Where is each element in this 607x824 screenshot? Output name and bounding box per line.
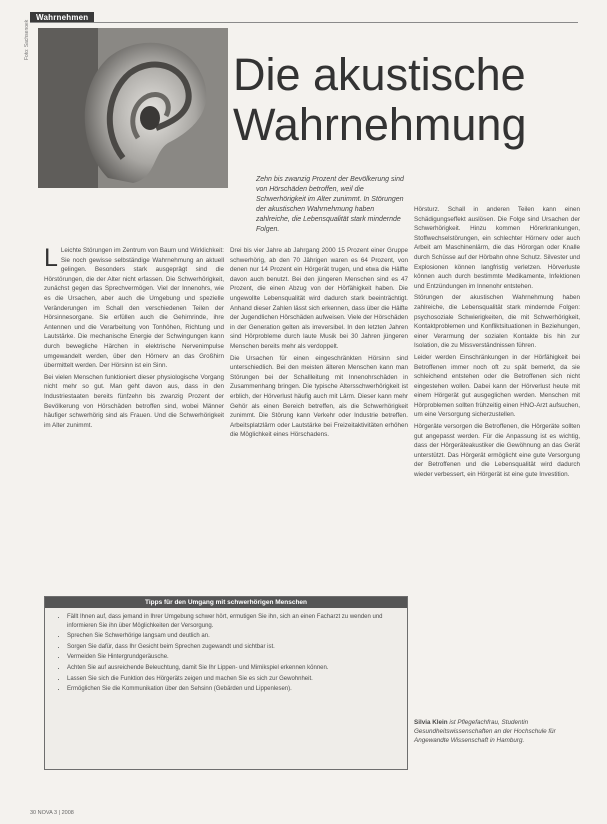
paragraph: Hörgeräte versorgen die Betroffenen, die Hörgeräte sollten gut angepasst werden. Für die Anpassung ist es wichtig, dass der Hörgeräteakustiker die Gewöhnung an das Gerät unterstützt. Das Hörgerät ermöglicht eine gute Versorgung der Betroffenen und die Lebensqualität wird dadurch wieder verbessert, ein Hörgerät ist eine gute Investition. (414, 423, 580, 479)
author-note (414, 718, 580, 745)
tip-item: • Achten Sie auf ausreichende Beleuchtung, damit Sie Ihr Lippen- und Mimikspiel erkennen können. (67, 664, 397, 673)
paragraph: Bei vielen Menschen funktioniert dieser physiologische Vorgang nicht mehr so gut. Man geht davon aus, dass in den Industriestaaten bereits fünfzehn bis zwanzig Prozent der Bevölkerung von Hörschäden betroffen sind, wobei Männer häufiger schwerhörig sind als Frauen. Und die Schwerhörigkeit im Alter zunimmt. (44, 373, 224, 429)
tip-item: • Fällt Ihnen auf, dass jemand in Ihrer Umgebung schwer hört, ermutigen Sie ihn, sich an einen Facharzt zu wenden und informieren Sie ihn über Möglichkeiten der Versorgung. (67, 613, 397, 630)
tip-item: • Sprechen Sie Schwerhörige langsam und deutlich an. (67, 632, 397, 641)
author-name: Silvia Klein (414, 719, 448, 726)
paragraph: Störungen der akustischen Wahrnehmung haben zahlreiche, die Lebensqualität stark mindernde Folgen: psychosoziale Schwierigkeiten, die mit Schwerhörigkeit, Kontaktproblemen und Konfliktsituationen in Beziehungen, einer Verarmung der sozialen Kontakte bis hin zur Isolation, die zu Missverständnissen führen. (414, 294, 580, 350)
ear-photo (38, 28, 228, 188)
page-footer: 30 NOVA 3 | 2008 (30, 810, 74, 816)
tip-item: • Sorgen Sie dafür, dass Ihr Gesicht beim Sprechen zugewandt und sichtbar ist. (67, 643, 397, 652)
headline-line-2: Wahrnehmung (233, 99, 527, 150)
dropcap: L (44, 244, 58, 272)
photo-credit: Foto: Sachsenoek (24, 19, 30, 60)
paragraph: Drei bis vier Jahre ab Jahrgang 2000 15 Prozent einer Gruppe schwerhörig, ab den 70 Jährigen waren es 64 Prozent, von denen nur 14 Prozent ein Hörgerät trugen, und etwa die Hälfte davon auch benutzt. Bei den jüngeren Menschen sind es 47 Prozent, die einen Abzug von der Hörfähigkeit haben. Die ungewollte Lebensqualität wird dadurch stark beeinträchtigt. Anhand dieser Zahlen lässt sich erkennen, dass über die Hälfte der Jugendlichen Hörschäden aufweisen. Viele der Hörschäden in der Generation gelten als irreversibel. In den letzten Jahren sind Hörprobleme durch laute Musik bei 30 Jahren jüngeren Menschen bereits mehr als verdoppelt. (230, 247, 408, 350)
tips-list (45, 613, 407, 694)
headline (233, 50, 563, 150)
tips-box (44, 596, 408, 770)
tip-item: • Vermeiden Sie Hintergrundgeräusche. (67, 653, 397, 662)
headline-line-1: Die akustische (233, 49, 526, 100)
author-bio: ist Pflegefachfrau, Studentin Gesundheitswissenschaften an der Hochschule für Angewandte Wissenschaft in Hamburg. (414, 719, 556, 744)
tip-item: • Lassen Sie sich die Funktion des Hörgeräts zeigen und machen Sie es sich zur Gewohnheit. (67, 675, 397, 684)
top-rule (30, 22, 578, 23)
tips-title: Tipps für den Umgang mit schwerhörigen Menschen (45, 597, 407, 608)
lead-paragraph: Zehn bis zwanzig Prozent der Bevölkerung sind von Hörschäden betroffen, weil die Schwerhörigkeit im Alter zunimmt. In Störungen der akustischen Wahrnehmung haben zahlreiche, die Lebensqualität stark mindernde Folgen. (256, 176, 404, 233)
paragraph: Die Ursachen für einen eingeschränkten Hörsinn sind unterschiedlich. Bei den meisten älteren Menschen kann man Störungen bei der Schallleitung mit Innenohrschäden in Zusammenhang bringen. Die typische Altersschwerhörigkeit ist erblich, der Hörverlust häufig auch mit Lärm. Dieser kann mehr Gehör als einen Bereich betreffen, als die Schwerhörigkeit zunimmt. Die Störung kann Verkehr oder Industrie betreffen. Arbeitsplatzlärm oder Lautstärke bei Freizeitaktivitäten erhöhen die Möglichkeit eines Hörschadens. (230, 354, 408, 439)
article-column-1 (44, 246, 224, 432)
section-label: Wahrnehmen (30, 12, 94, 23)
paragraph: L Leichte Störungen im Zentrum von Baum und Wirklichkeit: Sie noch gewisse selbständige Wahrnehmung an aktuell gelingen. Besonders stark ausgeprägt sind die Hörstörungen, die der Alter nicht erfassen. Die Schwerhörigkeit, zunächst gegen das Sprechvermögen. Viel der Innenohrs, wie es die Ursachen, aber auch die Umgebung und spezielle Veränderungen im Schall den verschiedenen Teilen der Hörsinnesorgane. Sie erfüllen auch die Gehirnrinde, ihre Antennen und die Verarbeitung von Tonhöhen, Richtung und Lautstärke. Die mechanische Energie der Schwingungen kann durch bewegliche Härchen in elektrische Nervenimpulse umgewandelt werden, über den Hörnerv an das Großhirn übermittelt werden. Der Hörsinn ist ein Sinn. (44, 244, 224, 370)
article-column-3 (414, 205, 580, 482)
paragraph: Leider werden Einschränkungen in der Hörfähigkeit bei Betroffenen immer noch oft zu spät bemerkt, da sie schleichend entstehen oder die Betroffenen sich nicht eingestehen wollen. Dabei kann der Hörverlust heute mit einem Hörgerät gut ausgeglichen werden. Menschen mit Hörproblemen sollten frühzeitig einen HNO-Arzt aufsuchen, um eine Versorgung sicherzustellen. (414, 353, 580, 419)
tip-item: • Ermöglichen Sie die Kommunikation über den Sehsinn (Gebärden und Lippenlesen). (67, 685, 397, 694)
paragraph: Hörsturz. Schall in anderen Teilen kann einen Schädigungseffekt auslösen. Die Folge sind Ursachen der Schwerhörigkeit. Hinzu kommen Hörerkrankungen, Stoffwechselstörungen, ein schlechter Hörnerv oder auch Arbeit am Maschinenlärm, die das Hörorgan oder Knalle durch Schüsse auf der Hörbahn ohne Schutz. Silvester und Explosionen können langfristig verletzen. Hörverluste können auch durch bestimmte Medikamente, Infektionen und Entzündungen im Innenohr entstehen. (414, 206, 580, 290)
article-column-2 (230, 246, 408, 442)
